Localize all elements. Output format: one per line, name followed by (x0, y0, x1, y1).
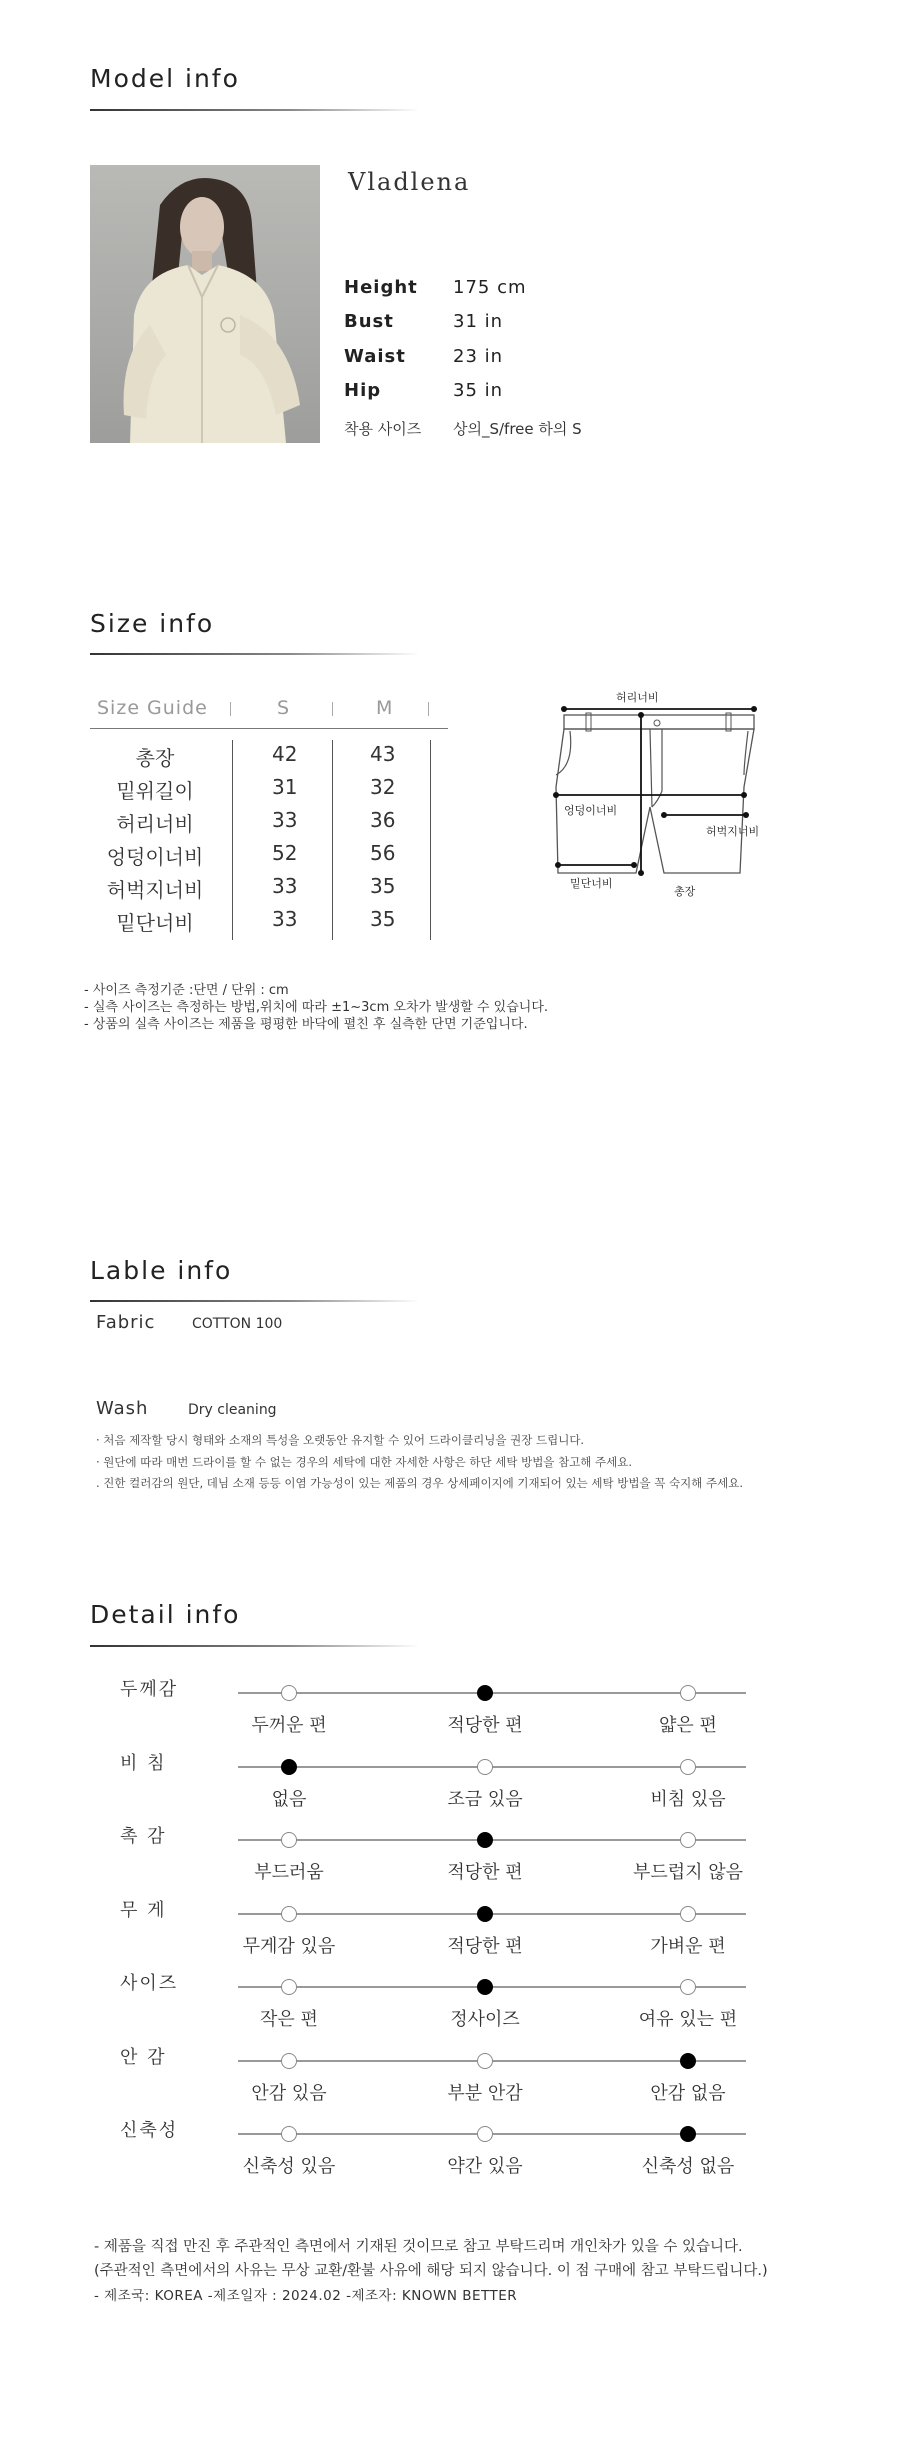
detail-option-label: 비침 있음 (650, 1788, 726, 1810)
detail-dot-selected (680, 2126, 696, 2142)
size-guide-label: Size Guide (97, 697, 208, 719)
wash-key: Wash (96, 1398, 149, 1419)
detail-option-label: 약간 있음 (447, 2156, 523, 2177)
footer-note: - 제조국: KOREA -제조일자 : 2024.02 -제조자: KNOWN BETTER (94, 2288, 518, 2304)
size-row-label: 총장 (135, 746, 175, 770)
size-col-line (430, 740, 431, 940)
detail-option-label: 적당한 편 (447, 1715, 523, 1736)
detail-dot-selected (477, 1906, 493, 1922)
size-row-label: 허벅지너비 (106, 878, 204, 902)
detail-dot (281, 1832, 297, 1848)
diagram-label-hip: 엉덩이너비 (564, 804, 618, 817)
diagram-label-length: 총장 (674, 885, 696, 898)
model-name: Vladlena (348, 168, 471, 196)
size-row-m: 36 (370, 808, 396, 832)
detail-dot (281, 1979, 297, 1995)
detail-dot (680, 1759, 696, 1775)
detail-option-label: 신축성 없음 (641, 2156, 735, 2177)
detail-dot-selected (477, 1685, 493, 1701)
label-info-title: Lable info (90, 1256, 233, 1285)
stat-value-waist: 23 in (453, 346, 504, 367)
stat-label-waist: Waist (344, 346, 406, 367)
detail-option-label: 얇은 편 (659, 1715, 717, 1736)
size-head-sep (230, 702, 231, 716)
detail-dot (477, 2126, 493, 2142)
size-head-sep (332, 702, 333, 716)
fabric-value: COTTON 100 (192, 1316, 283, 1332)
stat-label-bust: Bust (344, 311, 394, 332)
fit-size-label: 착용 사이즈 (344, 420, 422, 438)
label-info-divider (90, 1300, 420, 1302)
detail-dot-selected (477, 1979, 493, 1995)
detail-row-label: 비 침 (120, 1752, 167, 1774)
size-row-label: 허리너비 (116, 812, 194, 836)
wash-note: · 원단에 따라 매번 드라이를 할 수 없는 경우의 세탁에 대한 자세한 사항은 하단 세탁 방법을 참고해 주세요. (96, 1455, 633, 1469)
detail-dot (680, 1685, 696, 1701)
detail-option-label: 신축성 있음 (242, 2156, 336, 2177)
stat-value-hip: 35 in (453, 380, 504, 401)
detail-option-label: 조금 있음 (447, 1788, 523, 1810)
detail-dot-selected (477, 1832, 493, 1848)
detail-dot (477, 2053, 493, 2069)
fit-size-value: 상의_S/free 하의 S (453, 420, 582, 438)
size-col-line (332, 740, 333, 940)
detail-row-label: 두께감 (120, 1679, 179, 1700)
size-row-label: 밑단너비 (116, 911, 194, 935)
model-info-divider (90, 109, 420, 111)
size-row-m: 35 (370, 874, 396, 898)
detail-row-label: 무 게 (120, 1899, 167, 1921)
size-row-s: 33 (272, 874, 298, 898)
detail-dot (281, 1685, 297, 1701)
detail-option-label: 무게감 있음 (242, 1935, 336, 1957)
detail-option-label: 여유 있는 편 (638, 2009, 738, 2030)
detail-dot (281, 2053, 297, 2069)
size-row-m: 43 (370, 742, 396, 766)
detail-option-label: 가벼운 편 (650, 1935, 726, 1957)
stat-label-hip: Hip (344, 380, 382, 401)
detail-dot (680, 1979, 696, 1995)
detail-dot-selected (281, 1759, 297, 1775)
size-head-sep (428, 702, 429, 716)
detail-option-label: 안감 없음 (650, 2082, 726, 2104)
size-info-title: Size info (90, 609, 215, 638)
stat-value-bust: 31 in (453, 311, 504, 332)
wash-value: Dry cleaning (188, 1402, 277, 1418)
model-photo (90, 165, 320, 443)
size-col-s: S (277, 697, 291, 719)
model-info-title: Model info (90, 64, 240, 93)
footer-note: (주관적인 측면에서의 사유는 무상 교환/환불 사유에 해당 되지 않습니다. 이 점 구매에 참고 부탁드립니다.) (94, 2263, 768, 2279)
size-row-s: 52 (272, 841, 298, 865)
detail-dot (477, 1759, 493, 1775)
size-note: - 사이즈 측정기준 :단면 / 단위 : cm (84, 983, 289, 998)
detail-dot (680, 1906, 696, 1922)
stat-label-height: Height (344, 277, 418, 298)
size-row-m: 56 (370, 841, 396, 865)
shorts-diagram (540, 691, 790, 905)
size-row-label: 밑위길이 (116, 779, 194, 803)
size-row-s: 31 (272, 775, 298, 799)
size-row-s: 42 (272, 742, 298, 766)
detail-dot (680, 1832, 696, 1848)
detail-option-label: 없음 (271, 1788, 307, 1810)
detail-row-label: 촉 감 (120, 1826, 167, 1847)
detail-option-label: 적당한 편 (447, 1862, 523, 1883)
detail-dot-selected (680, 2053, 696, 2069)
detail-info-divider (90, 1645, 420, 1647)
detail-row-label: 신축성 (120, 2120, 179, 2141)
stat-value-height: 175 cm (453, 277, 527, 298)
footer-note: - 제품을 직접 만진 후 주관적인 측면에서 기재된 것이므로 참고 부탁드리며 개인차가 있을 수 있습니다. (94, 2239, 743, 2255)
detail-option-label: 작은 편 (260, 2009, 318, 2030)
detail-option-label: 적당한 편 (447, 1935, 523, 1957)
detail-dot (281, 1906, 297, 1922)
diagram-label-hem: 밑단너비 (570, 877, 613, 890)
detail-option-label: 부드럽지 않음 (632, 1862, 744, 1883)
size-row-label: 엉덩이너비 (106, 845, 204, 869)
detail-option-label: 두꺼운 편 (251, 1715, 327, 1736)
diagram-label-thigh: 허벅지너비 (706, 825, 760, 838)
diagram-label-waist: 허리너비 (616, 691, 659, 704)
size-col-m: M (376, 697, 394, 719)
detail-option-label: 부드러움 (254, 1862, 324, 1883)
size-info-divider (90, 653, 420, 655)
size-row-s: 33 (272, 907, 298, 931)
size-note: - 실측 사이즈는 측정하는 방법,위치에 따라 ±1~3cm 오차가 발생할 수 있습니다. (84, 1000, 549, 1015)
size-note: - 상품의 실측 사이즈는 제품을 평평한 바닥에 펼친 후 실측한 단면 기준입니다. (84, 1017, 528, 1032)
fabric-key: Fabric (96, 1312, 156, 1333)
size-row-m: 35 (370, 907, 396, 931)
detail-dot (281, 2126, 297, 2142)
detail-row-label: 안 감 (120, 2046, 167, 2068)
detail-row-label: 사이즈 (120, 1973, 179, 1994)
detail-option-label: 안감 있음 (251, 2082, 327, 2104)
detail-info-title: Detail info (90, 1600, 241, 1629)
size-row-s: 33 (272, 808, 298, 832)
detail-option-label: 정사이즈 (450, 2009, 520, 2030)
wash-note: · 처음 제작할 당시 형태와 소재의 특성을 오랫동안 유지할 수 있어 드라이클리닝을 권장 드립니다. (96, 1433, 585, 1447)
size-head-rule (90, 728, 448, 729)
wash-note: . 진한 컬러감의 원단, 데님 소재 등등 이염 가능성이 있는 제품의 경우 상세페이지에 기재되어 있는 세탁 방법을 꼭 숙지해 주세요. (96, 1476, 743, 1490)
detail-option-label: 부분 안감 (447, 2082, 523, 2104)
size-row-m: 32 (370, 775, 396, 799)
